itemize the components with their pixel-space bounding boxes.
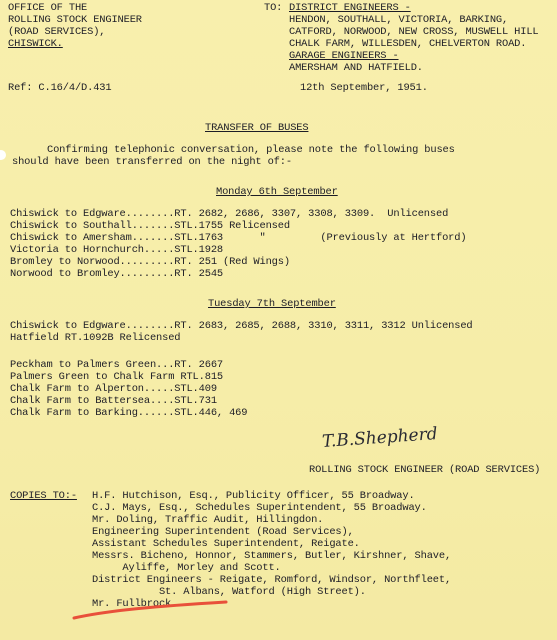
transfer-row: Chiswick to Amersham.......STL.1763 " (Previously at Hertford) [10, 232, 467, 244]
transfer-row: Victoria to Hornchurch.....STL.1928 [10, 244, 223, 256]
transfer-row: Hatfield RT.1092B Relicensed [10, 332, 181, 344]
to-line-5: GARAGE ENGINEERS - [289, 50, 399, 62]
copy-recipient: Messrs. Bicheno, Honnor, Stammers, Butler, Kirshner, Shave, [92, 550, 452, 562]
office-line-1: OFFICE OF THE [8, 2, 88, 14]
punch-hole [0, 150, 6, 160]
transfer-row: Chiswick to Edgware........RT. 2682, 2686, 3307, 3308, 3309. Unlicensed [10, 208, 449, 220]
memo-title: TRANSFER OF BUSES [205, 122, 309, 134]
transfer-row: Palmers Green to Chalk Farm RTL.815 [10, 371, 223, 383]
transfer-row: Norwood to Bromley.........RT. 2545 [10, 268, 223, 280]
office-line-3: (ROAD SERVICES), [8, 26, 106, 38]
intro-line-2: should have been transferred on the night of:- [12, 156, 292, 168]
copy-recipient: C.J. Mays, Esq., Schedules Superintendent, 55 Broadway. [92, 502, 427, 514]
copy-recipient: Mr. Doling, Traffic Audit, Hillingdon. [92, 514, 324, 526]
copy-recipient: Ayliffe, Morley and Scott. [92, 562, 281, 574]
signatory-title: ROLLING STOCK ENGINEER (ROAD SERVICES) [309, 464, 541, 476]
copies-label: COPIES TO:- [10, 490, 77, 502]
copy-recipient: Mr. Fullbrock. [92, 598, 178, 610]
transfer-row: Chalk Farm to Battersea....STL.731 [10, 395, 217, 407]
handwritten-signature: T.B.Shepherd [321, 423, 439, 453]
red-pencil-mark [70, 588, 230, 622]
transfer-row: Chalk Farm to Barking......STL.446, 469 [10, 407, 248, 419]
transfer-row: Chiswick to Edgware........RT. 2683, 2685, 2688, 3310, 3311, 3312 Unlicensed [10, 320, 473, 332]
copy-recipient: District Engineers - Reigate, Romford, Windsor, Northfleet, [92, 574, 452, 586]
office-line-2: ROLLING STOCK ENGINEER [8, 14, 142, 26]
monday-heading: Monday 6th September [216, 186, 338, 198]
transfer-row: Peckham to Palmers Green...RT. 2667 [10, 359, 223, 371]
to-line-6: AMERSHAM AND HATFIELD. [289, 62, 423, 74]
copy-recipient: St. Albans, Watford (High Street). [92, 586, 366, 598]
memo-date: 12th September, 1951. [300, 82, 428, 94]
copy-recipient: H.F. Hutchison, Esq., Publicity Officer, 55 Broadway. [92, 490, 415, 502]
to-line-3: CATFORD, NORWOOD, NEW CROSS, MUSWELL HILL [289, 26, 539, 38]
office-line-4: CHISWICK. [8, 38, 63, 50]
copy-recipient: Engineering Superintendent (Road Services), [92, 526, 354, 538]
transfer-row: Chiswick to Southall.......STL.1755 Relicensed [10, 220, 290, 232]
to-label: TO: [264, 2, 283, 14]
reference-number: Ref: C.16/4/D.431 [8, 82, 112, 94]
transfer-row: Bromley to Norwood.........RT. 251 (Red Wings) [10, 256, 290, 268]
transfer-row: Chalk Farm to Alperton.....STL.409 [10, 383, 217, 395]
tuesday-heading: Tuesday 7th September [208, 298, 336, 310]
to-line-1: DISTRICT ENGINEERS - [289, 2, 411, 14]
to-line-4: CHALK FARM, WILLESDEN, CHELVERTON ROAD. [289, 38, 527, 50]
to-line-2: HENDON, SOUTHALL, VICTORIA, BARKING, [289, 14, 509, 26]
copy-recipient: Assistant Schedules Superintendent, Reigate. [92, 538, 360, 550]
intro-line-1: Confirming telephonic conversation, please note the following buses [47, 144, 455, 156]
